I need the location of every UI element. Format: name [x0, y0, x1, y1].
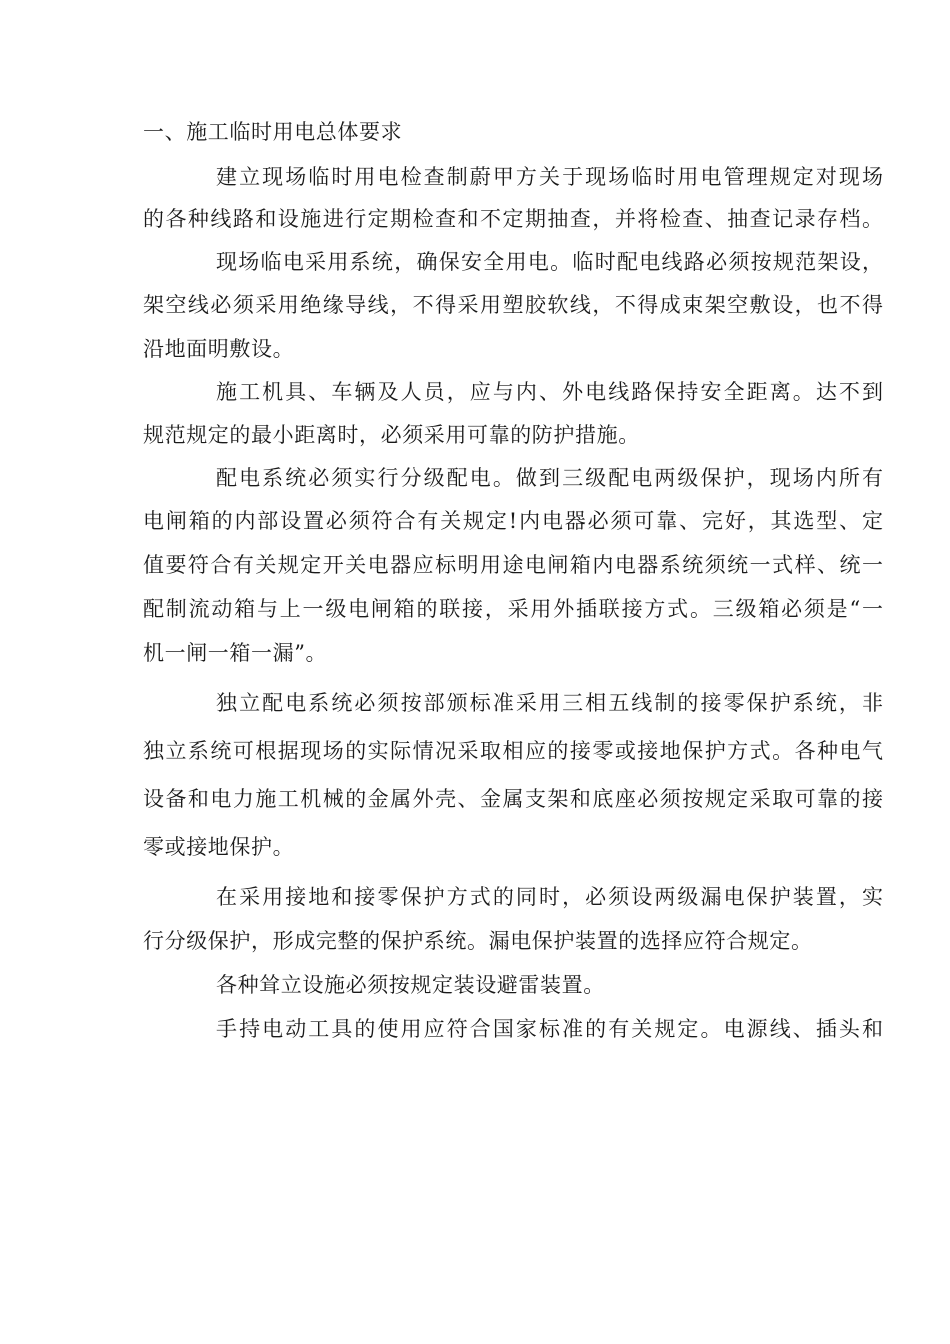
paragraph-line: 建立现场临时用电检查制蔚甲方关于现场临时用电管理规定对现场	[216, 165, 883, 189]
section-heading: 一、施工临时用电总体要求	[143, 120, 403, 144]
paragraph-line: 设备和电力施工机械的金属外壳、金属支架和底座必须按规定采取可靠的接	[143, 787, 883, 811]
paragraph-line: 配电系统必须实行分级配电。做到三级配电两级保护，现场内所有	[216, 466, 883, 490]
paragraph-line: 施工机具、车辆及人员，应与内、外电线路保持安全距离。达不到	[216, 380, 883, 404]
paragraph-line: 现场临电采用系统，确保安全用电。临时配电线路必须按规范架设，	[216, 250, 883, 274]
paragraph-line: 沿地面明敷设。	[143, 337, 295, 361]
paragraph-line: 独立配电系统必须按部颁标准采用三相五线制的接零保护系统，非	[216, 691, 883, 715]
paragraph-line: 值要符合有关规定开关电器应标明用途电闸箱内电器系统须统一式样、统一	[143, 553, 883, 577]
paragraph-line: 配制流动箱与上一级电闸箱的联接，采用外插联接方式。三级箱必须是“一	[143, 597, 883, 621]
paragraph-line: 架空线必须采用绝缘导线，不得采用塑胶软线，不得成束架空敷设，也不得	[143, 293, 883, 317]
paragraph-line: 的各种线路和设施进行定期检查和不定期抽查，并将检查、抽查记录存档。	[143, 207, 883, 231]
paragraph-line: 电闸箱的内部设置必须符合有关规定!内电器必须可靠、完好，其选型、定	[143, 509, 883, 533]
paragraph-line: 独立系统可根据现场的实际情况采取相应的接零或接地保护方式。各种电气	[143, 739, 883, 763]
paragraph-line: 零或接地保护。	[143, 835, 295, 859]
paragraph-line: 行分级保护，形成完整的保护系统。漏电保护装置的选择应符合规定。	[143, 929, 813, 953]
paragraph-line: 机一闸一箱一漏”。	[143, 641, 328, 665]
paragraph-line: 各种耸立设施必须按规定装设避雷装置。	[216, 973, 605, 997]
paragraph-line: 规范规定的最小距离时，必须采用可靠的防护措施。	[143, 423, 640, 447]
paragraph-line: 在采用接地和接零保护方式的同时，必须设两级漏电保护装置，实	[216, 885, 883, 909]
paragraph-line: 手持电动工具的使用应符合国家标准的有关规定。电源线、插头和	[216, 1017, 883, 1041]
